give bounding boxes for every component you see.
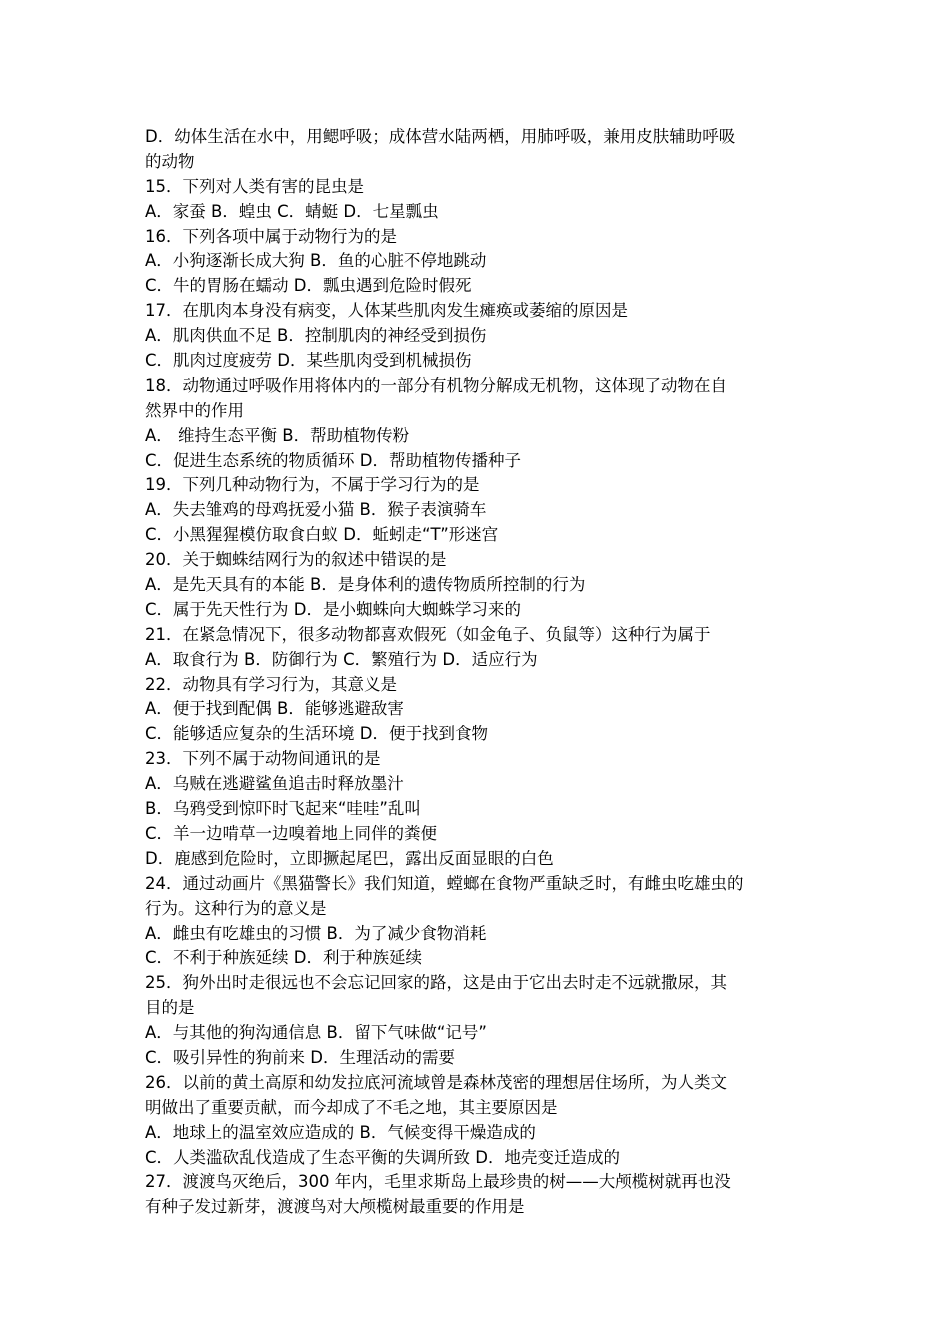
question-23-option-a: A．乌贼在逃避鲨鱼追击时释放墨汁 [145, 774, 404, 794]
question-text-block [145, 125, 815, 1220]
question-18-cont: 然界中的作用 [145, 400, 244, 420]
question-23-option-b: B．乌鸦受到惊吓时飞起来“哇哇”乱叫 [145, 799, 421, 819]
question-25-options-cd: C．吸引异性的狗前来 D．生理活动的需要 [145, 1047, 455, 1067]
question-22-options-cd: C．能够适应复杂的生活环境 D．便于找到食物 [145, 724, 488, 744]
question-26-cont: 明做出了重要贡献，而今却成了不毛之地，其主要原因是 [145, 1097, 558, 1117]
question-19-options-ab: A．失去雏鸡的母鸡抚爱小猫 B．猴子表演骑车 [145, 500, 487, 520]
question-26-options-cd: C．人类滥砍乱伐造成了生态平衡的失调所致 D．地壳变迁造成的 [145, 1147, 620, 1167]
question-25-cont: 目的是 [145, 998, 195, 1018]
question-25-options-ab: A．与其他的狗沟通信息 B．留下气味做“记号” [145, 1023, 487, 1043]
question-18-options-ab: A． 维持生态平衡 B．帮助植物传粉 [145, 425, 410, 445]
question-23: 23．下列不属于动物间通讯的是 [145, 749, 381, 769]
question-25: 25．狗外出时走很远也不会忘记回家的路，这是由于它出去时走不远就撒尿，其 [145, 973, 727, 993]
question-22: 22．动物具有学习行为，其意义是 [145, 674, 397, 694]
question-24: 24．通过动画片《黑猫警长》我们知道，螳螂在食物严重缺乏时，有雌虫吃雄虫的 [145, 873, 744, 893]
question-21-options: A．取食行为 B．防御行为 C．繁殖行为 D．适应行为 [145, 649, 538, 669]
text-line: 的动物 [145, 151, 195, 171]
question-15-options: A．家蚕 B．蝗虫 C．蜻蜓 D．七星瓢虫 [145, 201, 439, 221]
question-20-options-ab: A．是先天具有的本能 B．是身体利的遗传物质所控制的行为 [145, 575, 586, 595]
question-17-options-cd: C．肌肉过度疲劳 D．某些肌肉受到机械损伤 [145, 351, 472, 371]
question-24-cont: 行为。这种行为的意义是 [145, 898, 327, 918]
question-16-options-ab: A．小狗逐渐长成大狗 B．鱼的心脏不停地跳动 [145, 251, 487, 271]
question-20: 20．关于蜘蛛结网行为的叙述中错误的是 [145, 550, 447, 570]
question-27: 27．渡渡鸟灭绝后，300 年内，毛里求斯岛上最珍贵的树——大颅榄树就再也没 [145, 1172, 731, 1192]
question-17-options-ab: A．肌肉供血不足 B．控制肌肉的神经受到损伤 [145, 326, 487, 346]
question-24-options-ab: A．雌虫有吃雄虫的习惯 B．为了减少食物消耗 [145, 923, 487, 943]
question-19-options-cd: C．小黑猩猩模仿取食白蚁 D．蚯蚓走“T”形迷宫 [145, 525, 499, 545]
question-16: 16．下列各项中属于动物行为的是 [145, 226, 397, 246]
question-17: 17．在肌肉本身没有病变，人体某些肌肉发生瘫痪或萎缩的原因是 [145, 301, 628, 321]
question-19: 19．下列几种动物行为，不属于学习行为的是 [145, 475, 480, 495]
question-26-options-ab: A．地球上的温室效应造成的 B．气候变得干燥造成的 [145, 1122, 536, 1142]
question-18: 18．动物通过呼吸作用将体内的一部分有机物分解成无机物，这体现了动物在自 [145, 375, 727, 395]
question-18-options-cd: C．促进生态系统的物质循环 D．帮助植物传播种子 [145, 450, 521, 470]
question-22-options-ab: A．便于找到配偶 B．能够逃避敌害 [145, 699, 404, 719]
text-line: D．幼体生活在水中，用鳃呼吸；成体营水陆两栖，用肺呼吸，兼用皮肤辅助呼吸 [145, 127, 736, 146]
question-16-options-cd: C．牛的胃肠在蠕动 D．瓢虫遇到危险时假死 [145, 276, 472, 296]
question-20-options-cd: C．属于先天性行为 D．是小蜘蛛向大蜘蛛学习来的 [145, 599, 521, 619]
question-24-options-cd: C．不利于种族延续 D．利于种族延续 [145, 948, 422, 968]
question-15: 15．下列对人类有害的昆虫是 [145, 176, 364, 196]
question-23-option-c: C．羊一边啃草一边嗅着地上同伴的粪便 [145, 823, 438, 843]
question-27-cont: 有种子发过新芽，渡渡鸟对大颅榄树最重要的作用是 [145, 1197, 525, 1217]
question-21: 21．在紧急情况下，很多动物都喜欢假死（如金龟子、负鼠等）这种行为属于 [145, 624, 711, 644]
question-23-option-d: D．鹿感到危险时，立即撅起尾巴，露出反面显眼的白色 [145, 848, 554, 868]
question-26: 26．以前的黄土高原和幼发拉底河流域曾是森林茂密的理想居住场所，为人类文 [145, 1072, 727, 1092]
